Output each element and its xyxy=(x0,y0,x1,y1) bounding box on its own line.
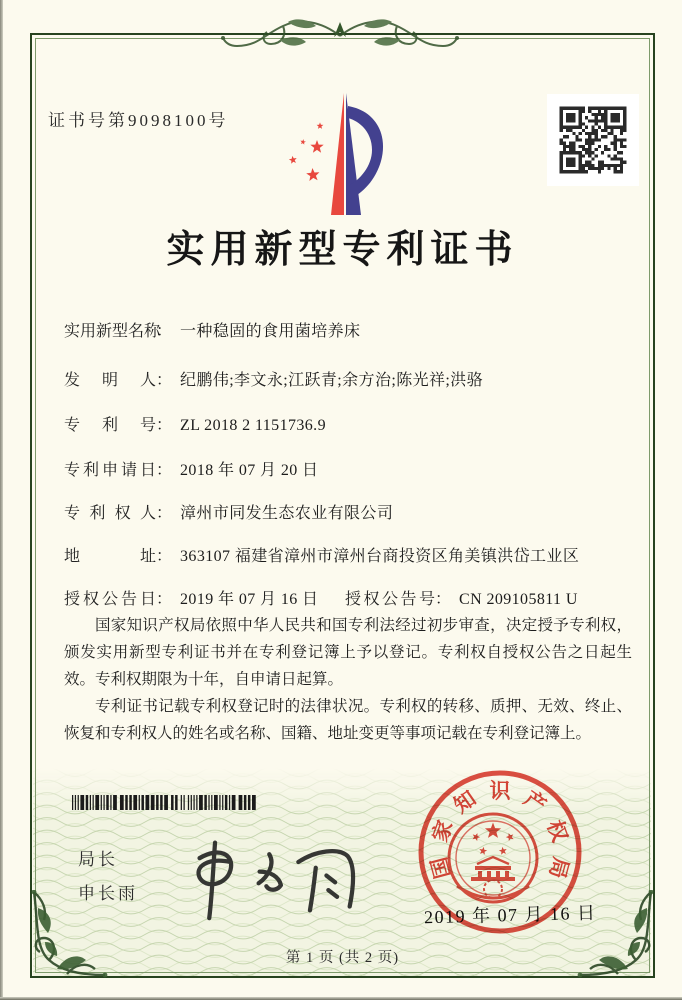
field-label: 专利申请日 xyxy=(64,462,156,479)
colon: ： xyxy=(156,417,173,434)
field-row-grant-date xyxy=(64,586,638,609)
colon: ： xyxy=(156,462,173,479)
field-pair-grant-publication-number xyxy=(345,586,578,609)
colon: ： xyxy=(156,591,173,608)
field-label: 地址 xyxy=(64,548,156,565)
field-row-patent-number xyxy=(64,412,638,435)
seal-char: 权 xyxy=(542,817,573,846)
field-label: 授权公告号 xyxy=(345,591,435,608)
field-row-utility-model-name xyxy=(64,318,638,341)
national-emblem-icon xyxy=(445,810,541,906)
field-list xyxy=(64,310,638,610)
seal-char: 识 xyxy=(489,779,511,803)
field-row-filing-date xyxy=(64,457,638,480)
colon: ： xyxy=(156,548,173,565)
qr-code xyxy=(547,94,639,186)
field-row-inventors xyxy=(64,367,638,390)
seal-char: 国 xyxy=(426,854,456,882)
signer-title: 局长 xyxy=(78,850,118,869)
field-label: 发明人 xyxy=(64,372,156,389)
certificate-number: 证书号第9098100号 xyxy=(48,111,229,130)
top-scrollwork-ornament xyxy=(220,15,460,57)
legal-paragraph-1: 国家知识产权局依照中华人民共和国专利法经过初步审查，决定授予专利权，颁发实用新型专利证书并在专利登记簿上予以登记。专利权自授权公告之日起生效。专利权期限为十年，自申请日起算。 xyxy=(64,617,632,688)
field-label: 专利号 xyxy=(64,417,156,434)
seal-char: 局 xyxy=(544,854,574,882)
scan-edge-left xyxy=(0,0,3,1000)
colon: ： xyxy=(156,323,173,340)
field-value: 纪鹏伟;李文永;江跃青;余方治;陈光祥;洪骆 xyxy=(180,372,484,389)
legal-paragraph-2: 专利证书记载专利权登记时的法律状况。专利权的转移、质押、无效、终止、恢复和专利权人的姓名或名称、国籍、地址变更等事项记载在专利登记簿上。 xyxy=(64,698,632,742)
field-row-patentee xyxy=(64,500,638,523)
field-value: 一种稳固的食用菌培养床 xyxy=(180,323,361,340)
cnipa-logo-icon xyxy=(282,90,397,220)
seal-char: 产 xyxy=(519,786,551,818)
field-value: 363107 福建省漳州市漳州台商投资区角美镇洪岱工业区 xyxy=(180,548,580,565)
field-label: 专利权人 xyxy=(64,505,156,522)
colon: ： xyxy=(156,505,173,522)
colon: ： xyxy=(435,591,452,608)
signature-handwriting xyxy=(183,831,373,923)
colon: ： xyxy=(156,372,173,389)
field-label: 授权公告日 xyxy=(64,591,156,608)
seal-date: 2019 年 07 月 16 日 xyxy=(423,902,597,928)
barcode xyxy=(72,795,258,810)
page-number: 第 1 页 (共 2 页) xyxy=(285,950,400,966)
certificate-title: 实用新型专利证书 xyxy=(166,229,519,271)
signer-block xyxy=(78,843,138,911)
field-value: ZL 2018 2 1151736.9 xyxy=(180,417,326,434)
field-value: 2018 年 07 月 20 日 xyxy=(180,462,319,479)
field-label: 实用新型名称 xyxy=(64,323,161,340)
seal-char: 家 xyxy=(427,817,458,846)
field-row-address xyxy=(64,543,638,566)
field-value: 2019 年 07 月 16 日 xyxy=(180,591,319,608)
legal-text xyxy=(64,612,632,747)
field-value: 漳州市同发生态农业有限公司 xyxy=(180,505,394,522)
field-value: CN 209105811 U xyxy=(459,591,578,608)
signer-name: 申长雨 xyxy=(78,884,138,903)
seal-char: 知 xyxy=(449,786,481,818)
